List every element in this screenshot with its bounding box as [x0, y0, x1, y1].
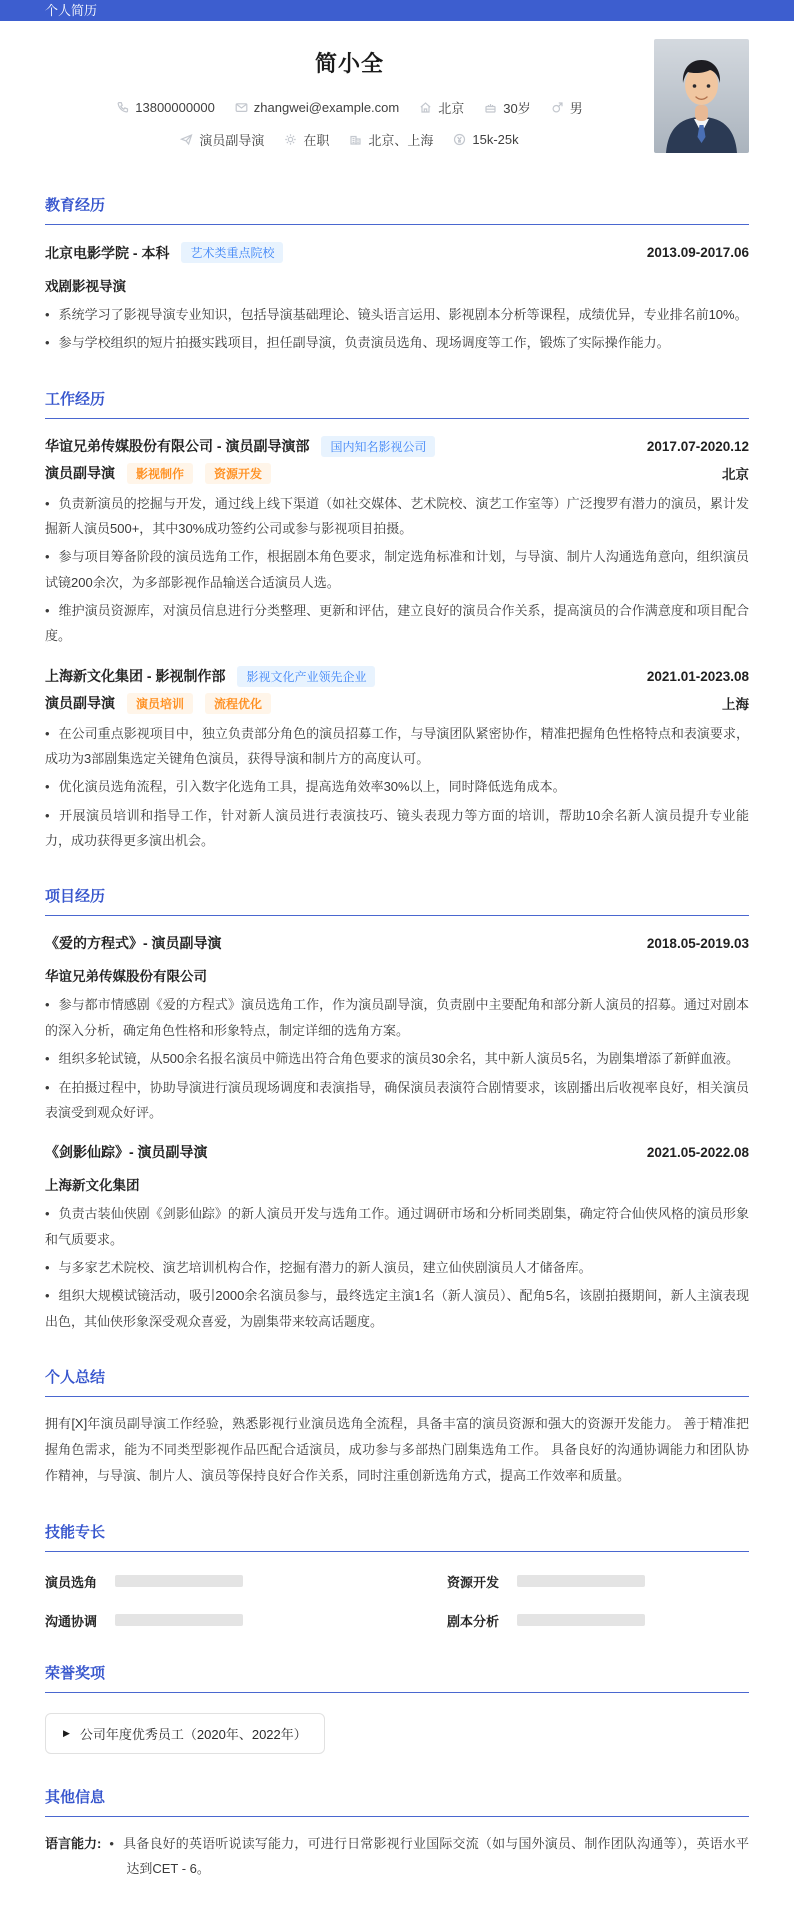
skill-row [447, 1572, 749, 1591]
resume-header [45, 35, 749, 162]
section-projects [45, 885, 749, 1333]
bullet-dot: • [109, 1835, 114, 1851]
skill-row [45, 1572, 347, 1591]
project-org: 上海新文化集团 [45, 1178, 140, 1194]
skill-bar [517, 1575, 645, 1587]
salary-value: 15k-25k [472, 132, 519, 147]
page-title: 个人简历 [45, 3, 98, 18]
position-title: 演员副导演 [45, 695, 115, 712]
age-icon [484, 101, 497, 114]
home-icon [419, 101, 432, 114]
work-tag: 影视制作 [127, 463, 193, 484]
work-bullet: • 负责新演员的挖掘与开发，通过线上线下渠道（如社交媒体、艺术院校、演艺工作室等）广泛搜罗有潜力的演员，累计发掘新人演员500+，其中30%成功签约公司或参与影视项目拍摄。 [45, 491, 749, 542]
app-title-bar [0, 0, 794, 21]
major-name: 戏剧影视导演 [45, 279, 126, 294]
summary-text: 拥有[X]年演员副导演工作经验，熟悉影视行业演员选角全流程，具备丰富的演员资源和强大的资源开发能力。 善于精准把握角色需求，能为不同类型影视作品匹配合适演员，成功参与多部热门剧集选角工作。 具备良好的沟通协调能力和团队协作精神，与导演、制片人、演员等保持良好合作关系，同时注重创新选角方式，提高工作效率和质量。 [45, 1415, 749, 1483]
position-value: 演员副导演 [199, 133, 265, 148]
project-date: 2021.05-2022.08 [646, 1144, 749, 1160]
gender-value: 男 [569, 101, 583, 116]
education-date: 2013.09-2017.06 [646, 245, 749, 260]
project-name: 《剑影仙踪》- 演员副导演 [45, 1144, 208, 1161]
project-name: 《爱的方程式》- 演员副导演 [45, 935, 222, 952]
skill-row [45, 1611, 347, 1630]
salary-icon [453, 133, 466, 146]
company-name: 上海新文化集团 - 影视制作部 [45, 668, 226, 685]
project-bullet: • 在拍摄过程中，协助导演进行演员现场调度和表演指导，确保演员表演符合剧情要求，该剧播出后收视率良好，相关演员表演受到观众好评。 [45, 1075, 749, 1126]
section-title-projects: 项目经历 [45, 885, 749, 916]
city-icon [349, 133, 362, 146]
skill-name: 剧本分析 [447, 1613, 500, 1629]
header-info [45, 35, 654, 162]
resume-page [0, 35, 794, 1910]
company-badge: 国内知名影视公司 [321, 436, 435, 457]
status-value: 在职 [303, 133, 330, 148]
phone-value: 13800000000 [135, 100, 215, 115]
language-label: 语言能力: [45, 1835, 102, 1851]
project-org: 华谊兄弟传媒股份有限公司 [45, 969, 207, 985]
email-item [235, 100, 399, 115]
work-bullet: • 开展演员培训和指导工作，针对新人演员进行表演技巧、镜头表现力等方面的培训，帮助10余名新人演员提升专业能力，成功获得更多演出机会。 [45, 803, 749, 854]
work-date: 2017.07-2020.12 [646, 438, 749, 454]
status-icon [284, 133, 297, 146]
project-bullet: • 组织多轮试镜，从500余名报名演员中筛选出符合角色要求的演员30余名，其中新人演员5名，为剧集增添了新鲜血液。 [45, 1046, 749, 1071]
section-title-honors: 荣誉奖项 [45, 1662, 749, 1693]
section-honors [45, 1662, 749, 1754]
project-entry [45, 1142, 749, 1334]
gender-item [551, 98, 583, 117]
skill-bar [517, 1614, 645, 1626]
section-education [45, 194, 749, 356]
project-bullet: • 负责古装仙侠剧《剑影仙踪》的新人演员开发与选角工作。通过调研市场和分析同类剧集，确定符合仙侠风格的演员形象和气质要求。 [45, 1201, 749, 1252]
section-title-other: 其他信息 [45, 1786, 749, 1817]
contact-row-1 [45, 98, 654, 117]
work-tag: 流程优化 [205, 693, 271, 714]
phone-icon [116, 101, 129, 114]
position-item [180, 130, 264, 149]
work-bullet: • 维护演员资源库，对演员信息进行分类整理、更新和评估，建立良好的演员合作关系，提高演员的合作满意度和项目配合度。 [45, 598, 749, 649]
position-title: 演员副导演 [45, 465, 115, 482]
gender-icon [551, 101, 564, 114]
school-badge: 艺术类重点院校 [181, 242, 283, 263]
section-summary [45, 1366, 749, 1489]
skill-row [447, 1611, 749, 1630]
section-work [45, 388, 749, 854]
project-bullet: • 组织大规模试镜活动，吸引2000余名演员参与，最终选定主演1名（新人演员）、配角5名，该剧拍摄期间，新人主演表现出色，其仙侠形象深受观众喜爱，为剧集带来较高话题度。 [45, 1283, 749, 1334]
education-bullet: • 参与学校组织的短片拍摄实践项目，担任副导演，负责演员选角、现场调度等工作，锻炼了实际操作能力。 [45, 330, 749, 355]
contact-row-2 [45, 130, 654, 149]
work-city: 北京 [722, 467, 749, 483]
work-bullet: • 参与项目筹备阶段的演员选角工作，根据剧本角色要求，制定选角标准和计划，与导演、制片人沟通选角意向，组织演员试镜200余次，为多部影视作品输送合适演员人选。 [45, 544, 749, 595]
education-bullet: • 系统学习了影视导演专业知识，包括导演基础理论、镜头语言运用、影视剧本分析等课程，成绩优异，专业排名前10%。 [45, 302, 749, 327]
project-bullet: • 与多家艺术院校、演艺培训机构合作，挖掘有潜力的新人演员，建立仙侠剧演员人才储备库。 [45, 1255, 749, 1280]
honor-label: 公司年度优秀员工（2020年、2022年） [79, 1726, 307, 1742]
location-item [419, 98, 464, 117]
skill-name: 演员选角 [45, 1574, 98, 1590]
section-title-skills: 技能专长 [45, 1521, 749, 1552]
work-city: 上海 [722, 697, 749, 713]
project-date: 2018.05-2019.03 [646, 935, 749, 951]
work-entry [45, 436, 749, 649]
section-skills [45, 1521, 749, 1630]
candidate-name: 简小全 [314, 51, 384, 76]
location-value: 北京 [438, 101, 465, 116]
position-icon [180, 133, 193, 146]
project-bullet: • 参与都市情感剧《爱的方程式》演员选角工作，作为演员副导演，负责剧中主要配角和部分新人演员的招募。通过对剧本的深入分析，确定角色性格和形象特点，制定详细的选角方案。 [45, 992, 749, 1043]
language-text: • 具备良好的英语听说读写能力，可进行日常影视行业国际交流（如与国外演员、制作团队沟通等），英语水平达到CET - 6。 [109, 1835, 749, 1877]
school-name: 北京电影学院 - 本科 [45, 244, 170, 261]
work-bullet: • 优化演员选角流程，引入数字化选角工具，提高选角效率30%以上，同时降低选角成本。 [45, 774, 749, 799]
language-row [45, 1831, 749, 1882]
salary-item [453, 132, 518, 147]
work-tag: 资源开发 [205, 463, 271, 484]
age-item [484, 98, 530, 117]
skill-bar [115, 1614, 243, 1626]
mail-icon [235, 101, 248, 114]
skill-name: 沟通协调 [45, 1613, 98, 1629]
skill-name: 资源开发 [447, 1574, 500, 1590]
phone-item [116, 100, 215, 115]
section-other [45, 1786, 749, 1882]
honor-item[interactable] [45, 1713, 325, 1754]
age-value: 30岁 [503, 101, 531, 116]
work-bullet: • 在公司重点影视项目中，独立负责部分角色的演员招募工作，与导演团队紧密协作，精准把握角色性格特点和表演要求，成功为3部剧集选定关键角色演员，获得导演和制片方的高度认可。 [45, 721, 749, 772]
cities-value: 北京、上海 [368, 133, 434, 148]
section-title-work: 工作经历 [45, 388, 749, 419]
status-item [284, 130, 329, 149]
profile-photo [654, 39, 749, 153]
project-entry [45, 933, 749, 1125]
work-tag: 演员培训 [127, 693, 193, 714]
expand-arrow-icon: ▶ [63, 1727, 70, 1738]
cities-item [349, 130, 433, 149]
work-date: 2021.01-2023.08 [646, 668, 749, 684]
work-entry [45, 666, 749, 854]
email-value: zhangwei@example.com [253, 100, 400, 115]
company-badge: 影视文化产业领先企业 [237, 666, 375, 687]
section-title-education: 教育经历 [45, 194, 749, 225]
skill-bar [115, 1575, 243, 1587]
company-name: 华谊兄弟传媒股份有限公司 - 演员副导演部 [45, 438, 310, 455]
section-title-summary: 个人总结 [45, 1366, 749, 1397]
